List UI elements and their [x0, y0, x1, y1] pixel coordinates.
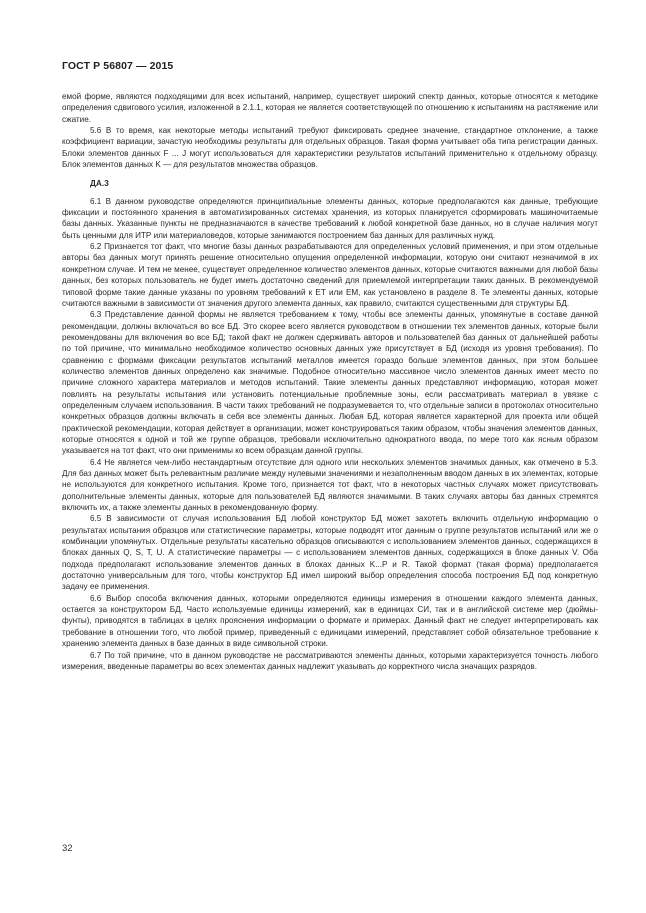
paragraph: 5.6 В то время, как некоторые методы испытаний требуют фиксировать среднее значение, стандартное отклонение, а также коэффициент вариации, зачастую необходимы результаты для отдельных образцов. Такая форма учитывает оба типа регистрации данных. Блоки элементов данных F ... J могут использоваться для характеристики результатов испытаний применительно к отдельному образцу. Блок элементов данных K — для результатов множества образцов. — [62, 126, 598, 170]
document-header: ГОСТ Р 56807 — 2015 — [62, 60, 174, 72]
paragraph: 6.2 Признается тот факт, что многие базы данных разрабатываются для определенных условий применения, и при этом отдельные авторы баз данных могут принять решение относительно опущения определенной информации, которую они считают незначимой в их конкретном случае. И тем не менее, существует определенное количество элементов данных, которые считаются важными для любой базы данных, без которых пользователь не будет иметь достаточно сведений для приемлемой интерпретации таких данных. В рекомендуемой типовой форме такие данные указаны по уровням требований к ЕТ или ЕМ, как установлено в разделе 8. Те элементы данных, которые считаются важными в зависимости от значения другого элемента данных, как правило, считаются существенными для структуры БД. — [62, 242, 598, 308]
paragraph: емой форме, являются подходящими для всех испытаний, например, существует широкий спектр данных, которые относятся к методике определения сдвигового усилия, изложенной в 2.1.1, которая не является соответствующей по отношению к испытаниям на растяжение или сжатие. — [62, 92, 598, 124]
paragraph: 6.4 Не является чем-либо нестандартным отсутствие для одного или нескольких элементов значимых данных, как отмечено в 5.3. Для баз данных может быть релевантным различие между нулевыми значениями и незаполненным вводом данных в их элементах, которые не используются для конкретного испытания. Кроме того, признается тот факт, что в некоторых частных случаях может присутствовать дополнительные элементы данных, которые для пользователей БД являются значимыми. В таких случаях авторы баз данных стремятся включить их, а также элементы данных в рекомендованную форму. — [62, 457, 598, 513]
body-text — [62, 91, 598, 672]
page-number: 32 — [62, 843, 73, 854]
paragraph: 6.5 В зависимости от случая использования БД любой конструктор БД может захотеть включить отдельную информацию о результатах испытания образцов или статистические параметры, которые подводят итог данным о группе результатов испытаний или же о комбинации упомянутых. Отдельные результаты касательно образцов описываются с использованием элементов данных, содержащихся в блоках данных Q, S, T, U. А статистические параметры — с использованием элементов данных, содержащихся в блоке данных V. Оба подхода предполагают использование элементов данных в блоках данных K...P и R. Такой формат (такая форма) предполагается достаточно универсальным для того, чтобы конструктор БД имел широкий выбор определения способа построения БД под конкретную задачу ее применения. — [62, 514, 598, 592]
paragraph: 6.1 В данном руководстве определяются принципиальные элементы данных, которые предполагаются как данные, требующие фиксации и постоянного хранения в автоматизированных системах хранения, из которых планируется сформировать машиночитаемые базы данных. Указанные пункты не предназначаются в качестве требований к любой конкретной базе данных, но в случае наличия могут быть ценными для ИТР или материаловедов, которые занимаются построением баз данных для различных нужд. — [62, 196, 598, 240]
paragraph: 6.7 По той причине, что в данном руководстве не рассматриваются элементы данных, которыми характеризуется точность любого измерения, введенные параметры во всех элементах данных надлежит указывать до корректного числа значащих разрядов. — [62, 650, 598, 671]
paragraph: 6.6 Выбор способа включения данных, которыми определяются единицы измерения в отношении каждого элемента данных, остается за конструктором БД. Часто используемые единицы измерений, как в единицах СИ, так и в английской системе мер (дюймы-фунты), приводятся в таблицах в целях прояснения информации о формате и примерах. Данный факт не следует интерпретировать как требование в отношении того, что любой пример, приведенный с единицами измерений, представляет собой обязательное требование к хранению элемента данных в базе данных в виде символьной строки. — [62, 593, 598, 649]
paragraph: 6.3 Представление данной формы не является требованием к тому, чтобы все элементы данных, упомянутые в составе данной рекомендации, должны включаться во все БД. Это скорее всего является руководством в отношении тех элементов данных, которые были рекомендованы для включения во все БД; такой факт не должен сдерживать авторов и пользователей баз данных от дальнейшей работы по той причине, что минимально необходимое количество основных данных уже присутствует в БД (исходя из уровня требования). По сравнению с формами фиксации результатов испытаний металлов имеется гораздо больше элементов данных, при этом большее количество элементов данных определено как значимые. Подобное относительно массивное число элементов данных имеет место по причине сложного характера материалов и методов испытаний. Такие элементы данных представляют информацию, которая может повлиять на результаты испытания или установить потенциальные проблемные зоны, если рассматривать материал в увязке с определенным случаем использования. В части таких требований не подразумевается то, что отдельные записи в протоколах относительно конкретных образцов должны включать в себя все элементы данных. Любая БД, которая является характерной для проекта или общей практической рекомендации, которая действует в организации, может конструироваться таким образом, чтобы значения элементов данных, которые относятся к одной и той же группе образцов, требовали исключительно однократного ввода, по мере того как ясным образом указывается на тот факт, что они применимы ко всем образцам данной группы. — [62, 310, 598, 456]
section-heading: ДА.3 — [90, 178, 109, 189]
